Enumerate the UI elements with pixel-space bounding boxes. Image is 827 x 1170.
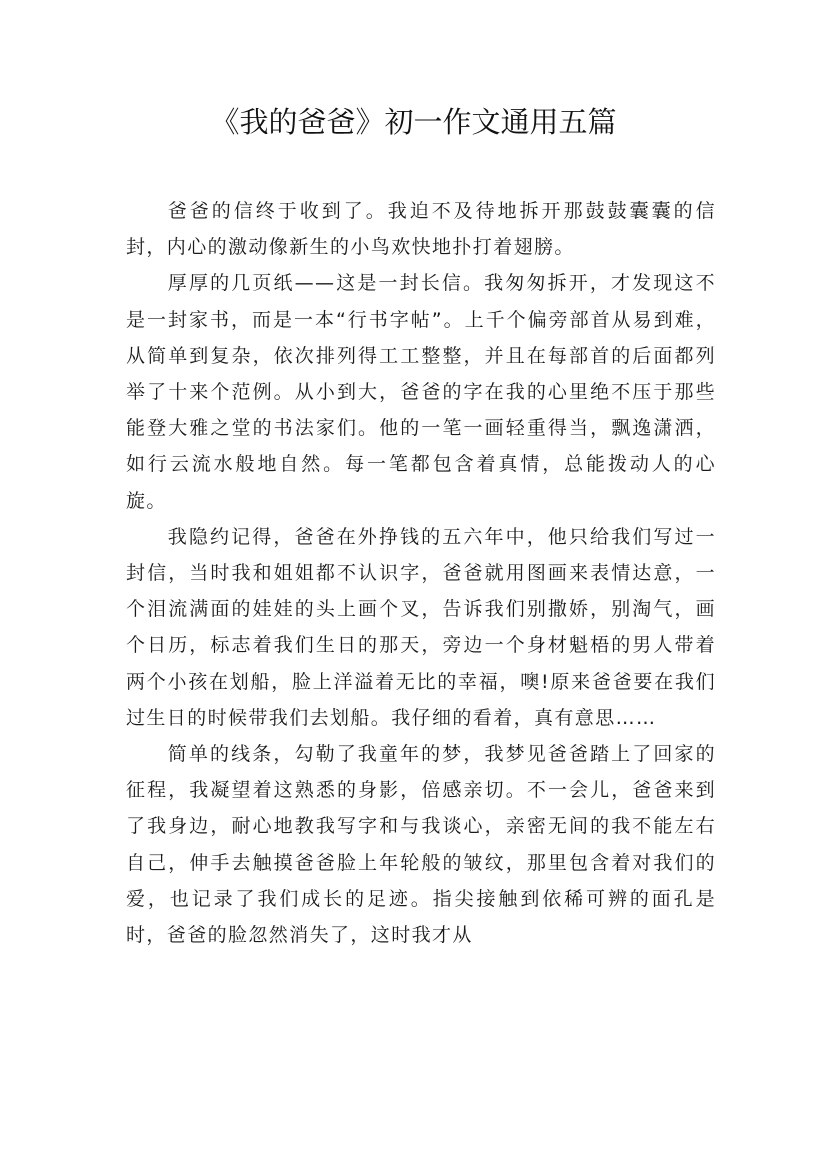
- paragraph-2: 厚厚的几页纸——这是一封长信。我匆匆拆开，才发现这不是一封家书，而是一本“行书字帖”。上千个偏旁部首从易到难，从简单到复杂，依次排列得工工整整，并且在每部首的后面都列举了十来个范例。从小到大，爸爸的字在我的心里绝不压于那些能登大雅之堂的书法家们。他的一笔一画轻重得当，飘逸潇洒，如行云流水般地自然。每一笔都包含着真情，总能拨动人的心旋。: [126, 272, 716, 512]
- paragraph-1: 爸爸的信终于收到了。我迫不及待地拆开那鼓鼓囊囊的信封，内心的激动像新生的小鸟欢快地扑打着翅膀。: [126, 200, 716, 259]
- document-body: [126, 193, 716, 953]
- document-title: 《我的爸爸》初一作文通用五篇: [210, 105, 617, 139]
- paragraph-3: 我隐约记得，爸爸在外挣钱的五六年中，他只给我们写过一封信，当时我和姐姐都不认识字，爸爸就用图画来表情达意，一个泪流满面的娃娃的头上画个叉，告诉我们别撒娇，别淘气，画个日历，标志着我们生日的那天，旁边一个身材魁梧的男人带着两个小孩在划船，脸上洋溢着无比的幸福，噢!原来爸爸要在我们过生日的时候带我们去划船。我仔细的看着，真有意思……: [126, 525, 716, 729]
- paragraph-4: 简单的线条，勾勒了我童年的梦，我梦见爸爸踏上了回家的征程，我凝望着这熟悉的身影，倍感亲切。不一会儿，爸爸来到了我身边，耐心地教我写字和与我谈心，亲密无间的我不能左右自己，伸手去触摸爸爸脸上年轮般的皱纹，那里包含着对我们的爱，也记录了我们成长的足迹。指尖接触到依稀可辨的面孔是时，爸爸的脸忽然消失了，这时我才从: [126, 743, 716, 947]
